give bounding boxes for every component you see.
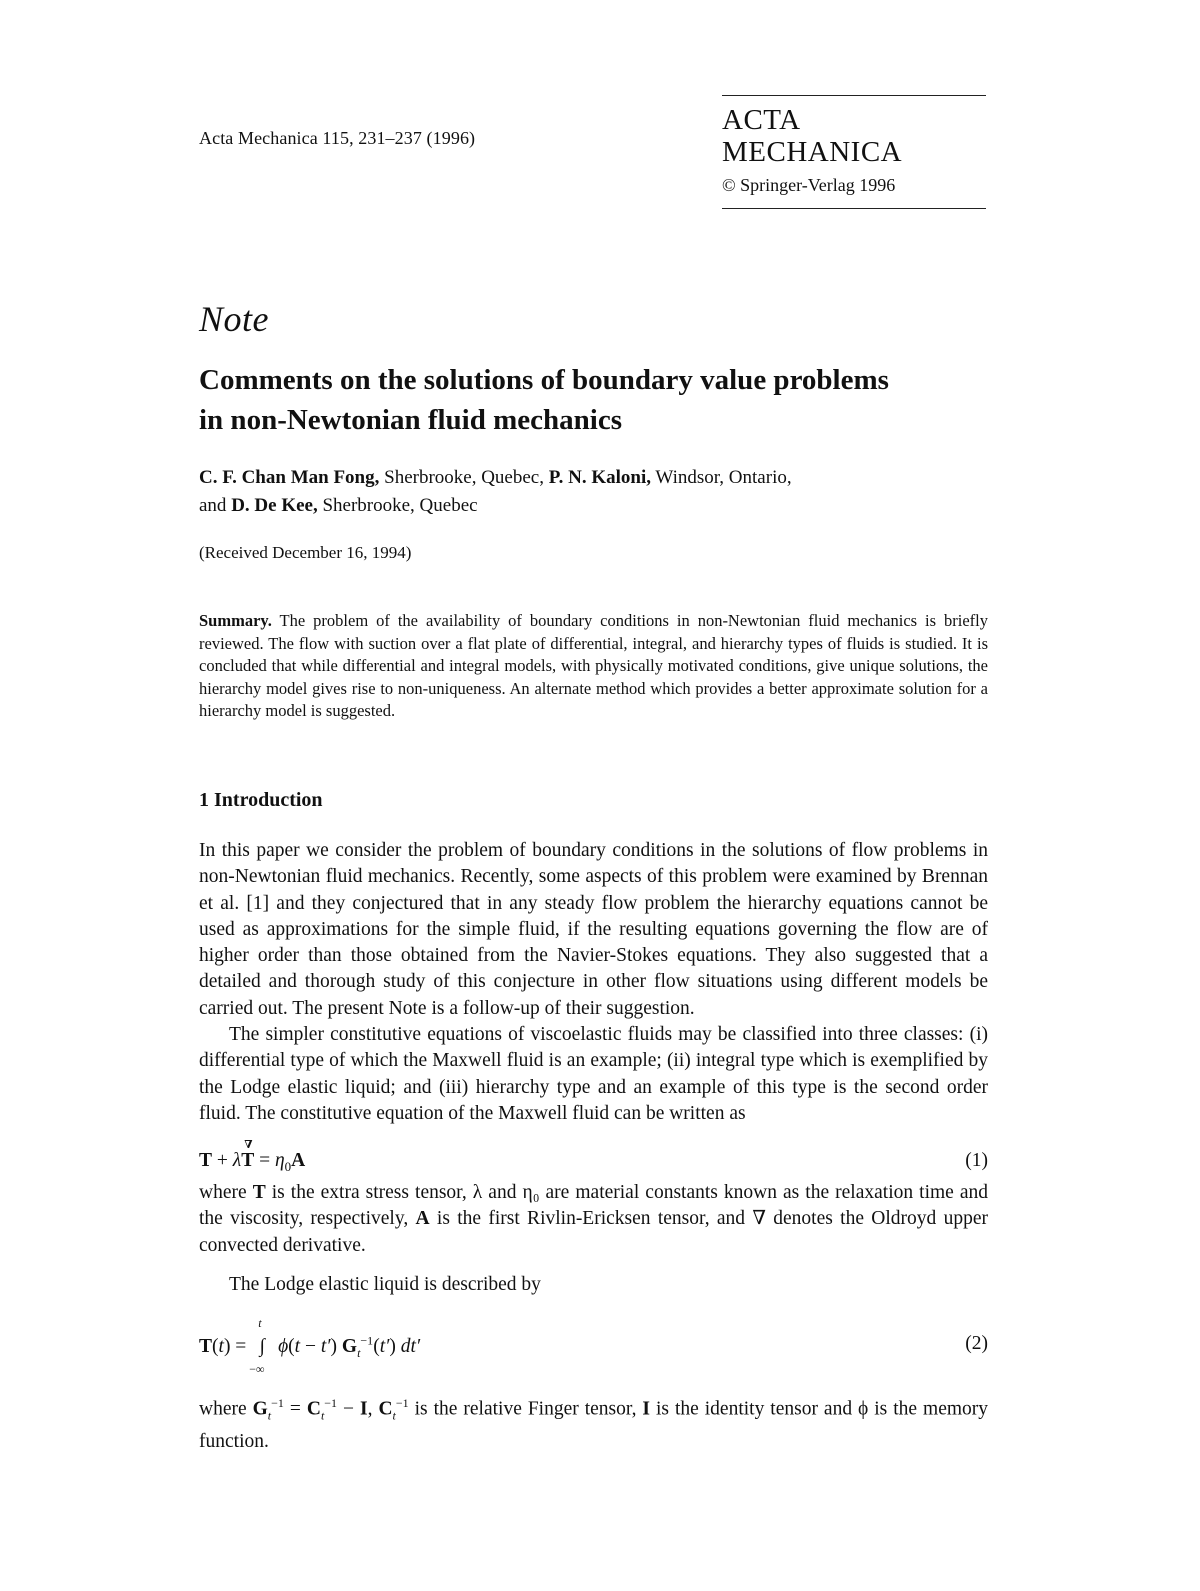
body-paragraph: The Lodge elastic liquid is described by [229,1274,541,1295]
article-type-label: Note [199,299,269,339]
summary-paragraph [199,610,988,723]
equation-1-number: (1) [965,1150,988,1171]
author-name: D. De Kee, [231,495,318,516]
body-paragraph: The simpler constitutive equations of viscoelastic fluids may be classified into three classes: (i) differential type of which the Maxwell fluid is an example; (ii) integral type which is exemplified by the Lodge elastic liquid; and (iii) hierarchy type and an example of this type is the second order fluid. The constitutive equation of the Maxwell fluid can be written as [199,1024,988,1124]
author-name: P. N. Kaloni, [548,467,651,488]
author-affiliation: Windsor, Ontario, [650,467,792,488]
section-heading: 1 Introduction [199,789,323,811]
author-affiliation: Sherbrooke, Quebec [317,495,478,516]
author-conjunction: and [199,495,232,516]
journal-citation: Acta Mechanica 115, 231–237 (1996) [199,128,476,148]
body-paragraph: where T is the extra stress tensor, λ and η₀ are material constants known as the relaxation time and the viscosity, respectively, A is the first Rivlin-Ericksen tensor, and ∇ denotes the Oldroyd upper convected derivative. [199,1182,989,1256]
author-affiliation: Sherbrooke, Quebec, [379,467,549,488]
author-name: C. F. Chan Man Fong, [199,467,380,488]
author-list [199,464,989,520]
journal-masthead [722,95,986,209]
article-title [199,360,999,440]
summary-text: The problem of the availability of boundary conditions in non-Newtonian fluid mechanics is briefly reviewed. The flow with suction over a flat plate of differential, integral, and hierarchy types of fluids is studied. It is concluded that while differential and integral models, with physically motivated conditions, give unique solutions, the hierarchy model gives rise to non-uniqueness. An alternate method which provides a better approximate solution for a hierarchy model is suggested. [199,611,988,721]
copyright-notice: © Springer-Verlag 1996 [722,175,896,195]
summary-label: Summary. [199,611,272,630]
journal-name: ACTA MECHANICA [722,104,903,168]
body-paragraph: In this paper we consider the problem of boundary conditions in the solutions of flow problems in non-Newtonian fluid mechanics. Recently, some aspects of this problem were examined by Brennan et al. [1] and they conjectured that in any steady flow problem the hierarchy equations cannot be used as approximations for the simple fluid, if the resulting equations governing the flow are of higher order than those obtained from the Navier-Stokes equations. They also suggested that a detailed and thorough study of this conjecture in other flow situations using different models be carried out. The present Note is a follow-up of their suggestion. [199,840,988,1019]
title-line-2: in non-Newtonian fluid mechanics [199,404,622,436]
equation-1-formula: T + λT ∇ = $\eta_0A$ [199,1139,306,1174]
masthead-bottom-rule [722,208,986,209]
body-paragraph: where $G_t^{-1} = C_t^{-1} - I$, $C_t^{-1}$ is the relative Finger tensor, I is the identity tensor and ϕ is the memory function. [199,1396,989,1452]
masthead-top-rule [722,95,986,96]
equation-2-number: (2) [965,1333,988,1354]
equation-2-formula: T(t) = t ∫ −∞ ϕ(t − t′) $G_t^{-1}(t')$ dt′ [199,1316,421,1377]
equation-2 [199,1316,988,1377]
title-line-1: Comments on the solutions of boundary value problems [199,364,889,396]
equation-1 [199,1139,988,1175]
received-date: (Received December 16, 1994) [199,543,412,562]
